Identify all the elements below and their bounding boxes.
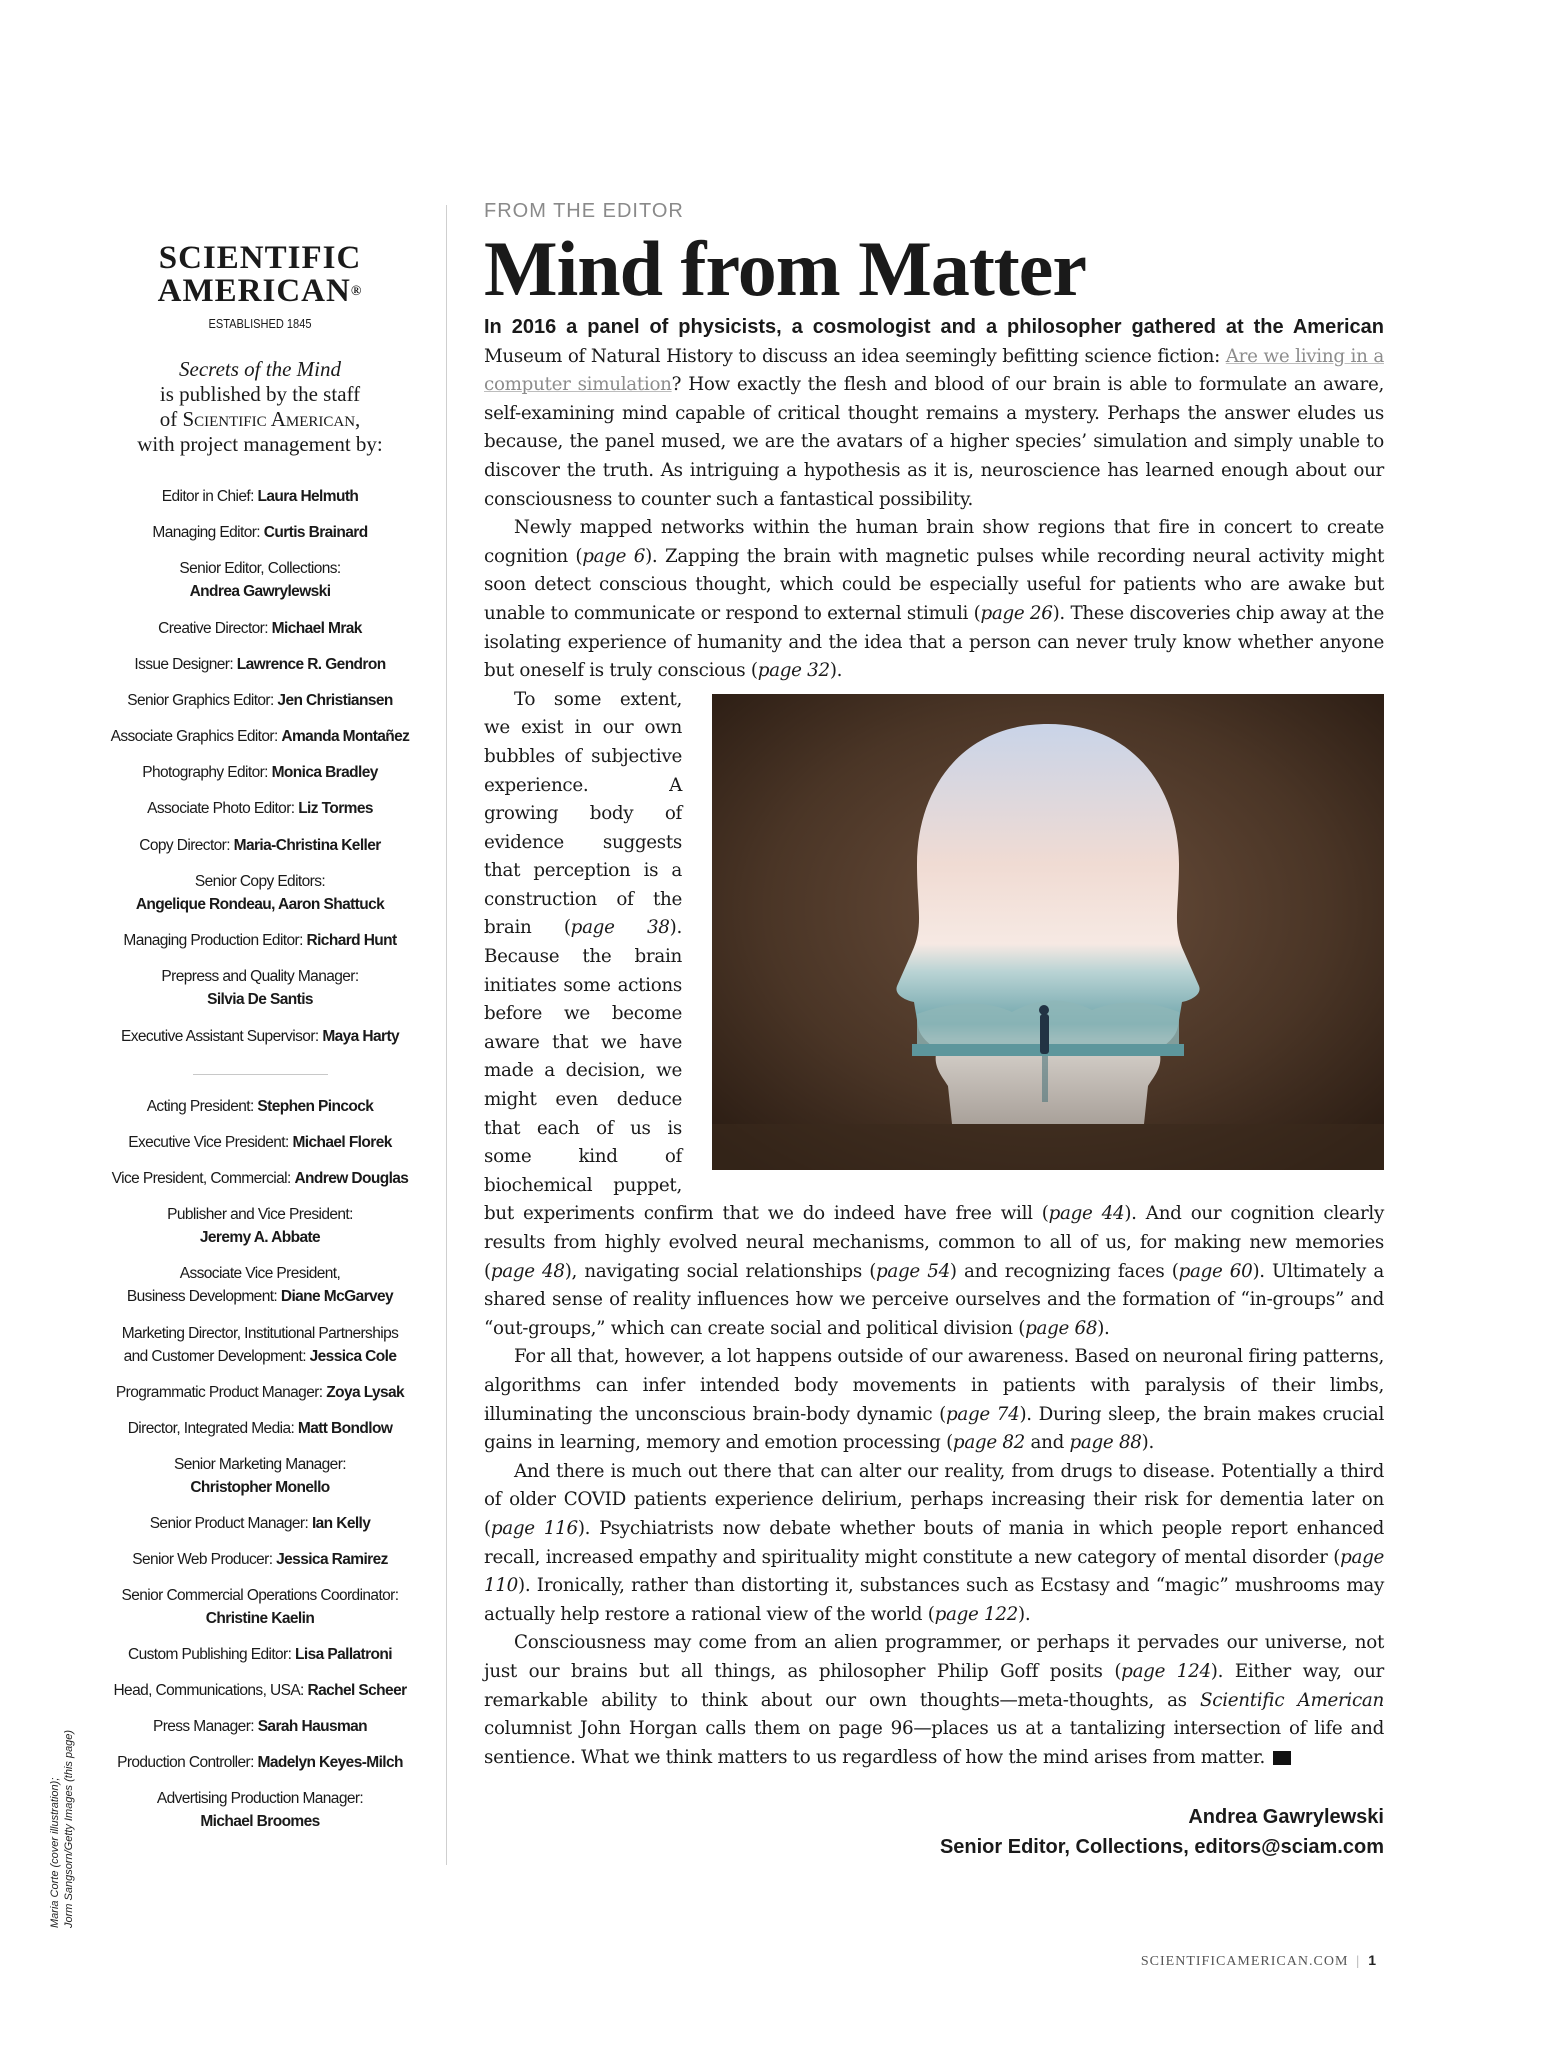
page-ref: page 88 bbox=[1069, 1432, 1142, 1454]
staff-role: Senior Product Manager: bbox=[149, 1515, 309, 1532]
staff-role: Senior Web Producer: bbox=[132, 1551, 273, 1568]
masthead bbox=[110, 242, 410, 1846]
text-run: ). Because the brain initiates some actions before we become aware that we have made a decision, we might even deduce that each of us is some kind of biochemical puppet, but experiments confirm that we do indeed have free will ( bbox=[484, 917, 1049, 1225]
staff-name: Jessica Ramirez bbox=[276, 1551, 388, 1568]
staff-role-line: Associate Vice President, bbox=[179, 1265, 341, 1282]
staff-name: Christopher Monello bbox=[190, 1479, 330, 1496]
staff-role: Senior Commercial Operations Coordinator: bbox=[121, 1587, 399, 1604]
staff-name: Liz Tormes bbox=[298, 800, 373, 817]
text-run: ). bbox=[1018, 1603, 1031, 1625]
staff-name: Madelyn Keyes-Milch bbox=[257, 1754, 403, 1771]
brand-name: Scientific American bbox=[182, 407, 356, 431]
staff-name: Laura Helmuth bbox=[257, 488, 359, 505]
staff-name: Zoya Lysak bbox=[326, 1384, 405, 1401]
footer-site[interactable]: SCIENTIFICAMERICAN.COM bbox=[1140, 1954, 1349, 1969]
illustration-svg bbox=[712, 694, 1384, 1170]
text-run: ). And our cognition clearly results from highly evolved neural mechanisms, common to all of us, for making new memories ( bbox=[484, 1203, 1384, 1282]
staff-entry bbox=[110, 689, 410, 712]
signature-name: Andrea Gawrylewski bbox=[1188, 1806, 1384, 1829]
intro-line-3 bbox=[110, 407, 410, 432]
page-ref: page 110 bbox=[484, 1546, 1384, 1597]
staff-name: Matt Bondlow bbox=[297, 1420, 393, 1437]
staff-role-line: Marketing Director, Institutional Partnerships bbox=[121, 1325, 399, 1342]
established-line: ESTABLISHED 1845 bbox=[208, 316, 312, 331]
staff-entry bbox=[110, 929, 410, 952]
staff-role: Advertising Production Manager: bbox=[156, 1790, 364, 1807]
staff-entry bbox=[110, 617, 410, 640]
credit-line-2: Jorm Sangsorn/Getty Images (this page) bbox=[63, 1729, 75, 1928]
page-ref: page 74 bbox=[946, 1403, 1020, 1425]
text-run: ) and recognizing faces ( bbox=[949, 1260, 1179, 1282]
page-ref: page 48 bbox=[490, 1260, 565, 1282]
staff-entry bbox=[110, 1679, 410, 1702]
staff-role: Press Manager: bbox=[152, 1718, 254, 1735]
text-run: ). Zapping the brain with magnetic pulses while recording neural activity might soon detect conscious thought, which could be especially useful for patients who are awake but unable to communicate or respond to external stimuli ( bbox=[484, 545, 1385, 624]
paragraph-5 bbox=[484, 1458, 1384, 1630]
staff-role: Senior Editor, Collections: bbox=[179, 560, 341, 577]
staff-role: Copy Director: bbox=[139, 837, 230, 854]
logo-line-1: SCIENTIFIC bbox=[158, 240, 362, 276]
staff-role: Issue Designer: bbox=[134, 656, 234, 673]
logo bbox=[110, 242, 410, 308]
page-ref: page 82 bbox=[952, 1432, 1026, 1454]
staff-list bbox=[110, 485, 410, 1833]
simulation-link[interactable]: Are we living in a computer simulation bbox=[484, 345, 1385, 396]
text-run: ). During sleep, the brain makes crucial gains in learning, memory and emotion processing ( bbox=[484, 1403, 1384, 1454]
staff-entry bbox=[110, 1453, 410, 1499]
staff-entry bbox=[110, 1322, 410, 1368]
staff-entry bbox=[110, 1381, 410, 1404]
headline: Mind from Matter bbox=[484, 225, 1087, 312]
text-run: For all that, however, a lot happens outside of our awareness. Based on neuronal firing patterns, algorithms can infer intended body movements in patients with paralysis of their limbs, illuminating the unconscious brain-body dynamic ( bbox=[484, 1346, 1384, 1425]
staff-name: Jeremy A. Abbate bbox=[199, 1229, 321, 1246]
staff-name: Sarah Hausman bbox=[257, 1718, 368, 1735]
staff-role: Acting President: bbox=[146, 1098, 254, 1115]
staff-role: Vice President, Commercial: bbox=[111, 1170, 291, 1187]
head-silhouette-illustration bbox=[712, 694, 1384, 1170]
staff-entry bbox=[110, 1262, 410, 1308]
staff-role: Publisher and Vice President: bbox=[167, 1206, 353, 1223]
text-run: ). These discoveries chip away at the isolating experience of humanity and the idea that a person can never truly know whether anyone but oneself is truly conscious ( bbox=[484, 602, 1385, 682]
staff-entry bbox=[110, 1548, 410, 1571]
logo-line-2: AMERICAN bbox=[157, 273, 351, 309]
staff-name: Andrew Douglas bbox=[294, 1170, 409, 1187]
staff-name: Michael Mrak bbox=[271, 620, 362, 637]
staff-role: Senior Graphics Editor: bbox=[127, 692, 274, 709]
signature-block bbox=[484, 1802, 1384, 1862]
text-run: And there is much out there that can alter our reality, from drugs to disease. Potentially a third of older COVID patients experience delirium, perhaps increasing their risk for dementia later on ( bbox=[484, 1460, 1384, 1539]
staff-name: Maria-Christina Keller bbox=[233, 837, 381, 854]
page-ref: page 6 bbox=[582, 545, 646, 567]
staff-entry bbox=[110, 1095, 410, 1118]
staff-entry bbox=[110, 1417, 410, 1440]
staff-role: Managing Production Editor: bbox=[123, 932, 303, 949]
staff-role: Senior Marketing Manager: bbox=[174, 1456, 346, 1473]
text-run: ). Ironically, rather than distorting it, substances such as Ecstasy and “magic” mushrooms may actually help restore a rational view of the world ( bbox=[484, 1575, 1384, 1625]
page-ref: page 32 bbox=[757, 660, 830, 682]
lede: In 2016 a panel of physicists, a cosmologist and a philosopher gathered at the American bbox=[484, 316, 1384, 338]
staff-entry bbox=[110, 1203, 410, 1249]
staff-name: Monica Bradley bbox=[271, 764, 378, 781]
staff-divider bbox=[193, 1074, 328, 1075]
text-run: ). Either way, our remarkable ability to think about our own thoughts—meta-thoughts, as bbox=[484, 1660, 1384, 1711]
staff-name: Lisa Pallatroni bbox=[295, 1646, 392, 1663]
staff-name: Rachel Scheer bbox=[307, 1682, 407, 1699]
magazine-name: Scientific American bbox=[1200, 1689, 1384, 1711]
text-run: and bbox=[1025, 1432, 1070, 1454]
staff-name: Amanda Montañez bbox=[281, 728, 410, 745]
staff-name: Curtis Brainard bbox=[263, 524, 368, 541]
staff-entry bbox=[110, 870, 410, 916]
staff-role: Director, Integrated Media: bbox=[127, 1420, 295, 1437]
text-run: Newly mapped networks within the human brain show regions that fire in concert to create cognition ( bbox=[484, 517, 1384, 567]
staff-name: Jessica Cole bbox=[309, 1348, 397, 1365]
staff-name: Richard Hunt bbox=[306, 932, 397, 949]
staff-role: and Customer Development: bbox=[123, 1348, 306, 1365]
staff-entry bbox=[110, 965, 410, 1011]
credit-line-1: Maria Corte (cover illustration); bbox=[49, 1777, 61, 1928]
staff-role: Editor in Chief: bbox=[161, 488, 254, 505]
staff-role: Creative Director: bbox=[158, 620, 268, 637]
staff-name: Ian Kelly bbox=[311, 1515, 371, 1532]
staff-entry bbox=[110, 485, 410, 508]
staff-role: Associate Photo Editor: bbox=[147, 800, 295, 817]
staff-entry bbox=[110, 1643, 410, 1666]
page-number: 1 bbox=[1368, 1952, 1377, 1968]
staff-entry bbox=[110, 797, 410, 820]
section-kicker: FROM THE EDITOR bbox=[484, 200, 684, 222]
footer-separator: | bbox=[1356, 1954, 1361, 1969]
staff-entry bbox=[110, 1584, 410, 1630]
signature-title: Senior Editor, Collections, editors@sciam.com bbox=[939, 1836, 1384, 1859]
paragraph-4 bbox=[484, 1343, 1384, 1457]
registered-mark: ® bbox=[350, 284, 363, 299]
column-divider bbox=[446, 205, 447, 1865]
staff-name: Maya Harty bbox=[322, 1028, 400, 1045]
staff-name: Jen Christiansen bbox=[277, 692, 393, 709]
staff-role: Production Controller: bbox=[117, 1754, 254, 1771]
text-run: ). Ultimately a shared sense of reality influences how we perceive ourselves and the formation of “in-groups” and “out-groups,” which can create social and political division ( bbox=[484, 1260, 1384, 1339]
staff-role: Managing Editor: bbox=[152, 524, 261, 541]
intro-prefix: of bbox=[159, 407, 183, 431]
staff-role: Programmatic Product Manager: bbox=[115, 1384, 323, 1401]
staff-entry bbox=[110, 1167, 410, 1190]
staff-entry bbox=[110, 1512, 410, 1535]
staff-entry bbox=[110, 1025, 410, 1048]
staff-name: Stephen Pincock bbox=[257, 1098, 374, 1115]
staff-entry bbox=[110, 557, 410, 603]
photo-credit bbox=[48, 1708, 92, 1928]
publication-title: Secrets of the Mind bbox=[179, 357, 341, 381]
staff-role: Senior Copy Editors: bbox=[194, 873, 326, 890]
staff-role: Associate Graphics Editor: bbox=[110, 728, 278, 745]
staff-entry bbox=[110, 1787, 410, 1833]
staff-name: Lawrence R. Gendron bbox=[236, 656, 386, 673]
text-run: ). bbox=[1141, 1432, 1154, 1454]
staff-group-assistant bbox=[110, 1025, 410, 1048]
staff-role: Executive Vice President: bbox=[128, 1134, 289, 1151]
intro-suffix: , bbox=[355, 407, 361, 431]
text-run: Consciousness may come from an alien programmer, or perhaps it pervades our universe, not just our brains but all things, as philosopher Philip Goff posits ( bbox=[484, 1632, 1384, 1682]
text-run: ). bbox=[829, 660, 843, 682]
staff-entry bbox=[110, 761, 410, 784]
staff-entry bbox=[110, 521, 410, 544]
page-ref: page 60 bbox=[1178, 1260, 1253, 1282]
text-run: ), navigating social relationships ( bbox=[564, 1260, 877, 1282]
staff-role: Prepress and Quality Manager: bbox=[161, 968, 359, 985]
staff-entry bbox=[110, 1715, 410, 1738]
page-ref: page 26 bbox=[980, 602, 1053, 624]
staff-group-executive bbox=[110, 1095, 410, 1308]
end-mark-icon: SA bbox=[1273, 1751, 1291, 1765]
staff-role: Executive Assistant Supervisor: bbox=[120, 1028, 319, 1045]
staff-entry bbox=[110, 653, 410, 676]
masthead-intro bbox=[110, 357, 410, 457]
article-body bbox=[484, 313, 1384, 1772]
text-run: To some extent, we exist in our own bubbles of subjective experience. A growing body of evidence suggests that perception is a construction of the brain ( bbox=[484, 688, 682, 939]
paragraph-1 bbox=[484, 313, 1384, 514]
page-ref: page 116 bbox=[490, 1517, 578, 1539]
staff-name: Andrea Gawrylewski bbox=[189, 583, 331, 600]
page-footer bbox=[1141, 1952, 1377, 1970]
staff-name: Silvia De Santis bbox=[207, 991, 313, 1008]
staff-entry bbox=[110, 834, 410, 857]
staff-entry bbox=[110, 1131, 410, 1154]
staff-name: Diane McGarvey bbox=[280, 1288, 394, 1305]
staff-group-editorial bbox=[110, 485, 410, 603]
page-ref: page 124 bbox=[1121, 1660, 1211, 1682]
staff-group-business bbox=[110, 1322, 410, 1833]
text-run: columnist John Horgan calls them on page 96—places us at a tantalizing intersection of life and sentience. What we think matters to us regardless of how the mind arises from matter. bbox=[484, 1718, 1384, 1768]
text-run: ). bbox=[1097, 1317, 1110, 1339]
staff-name: Christine Kaelin bbox=[205, 1610, 315, 1627]
staff-name: Angelique Rondeau, Aaron Shattuck bbox=[135, 896, 385, 913]
editorial-article bbox=[484, 200, 1384, 1862]
page-ref: page 44 bbox=[1048, 1203, 1125, 1225]
text-run: Museum of Natural History to discuss an idea seemingly befitting science fiction: bbox=[484, 345, 1226, 367]
staff-group-design bbox=[110, 617, 410, 820]
staff-name: Michael Florek bbox=[292, 1134, 392, 1151]
page-ref: page 68 bbox=[1025, 1317, 1098, 1339]
intro-line-4: with project management by: bbox=[137, 432, 383, 456]
paragraph-6 bbox=[484, 1629, 1384, 1772]
staff-group-production bbox=[110, 834, 410, 1011]
staff-role: Photography Editor: bbox=[142, 764, 268, 781]
page-ref: page 38 bbox=[570, 917, 670, 939]
staff-name: Michael Broomes bbox=[200, 1813, 320, 1830]
staff-role: Head, Communications, USA: bbox=[113, 1682, 304, 1699]
page-ref: page 122 bbox=[934, 1603, 1018, 1625]
text-run: ). Psychiatrists now debate whether bouts of mania in which people report enhanced recall, increased empathy and spirituality might constitute a new category of mental disorder ( bbox=[484, 1517, 1384, 1568]
page-ref: page 54 bbox=[876, 1260, 950, 1282]
staff-entry bbox=[110, 1751, 410, 1774]
intro-line-2: is published by the staff bbox=[159, 382, 361, 406]
staff-entry bbox=[110, 725, 410, 748]
staff-role: Custom Publishing Editor: bbox=[127, 1646, 292, 1663]
staff-role: Business Development: bbox=[126, 1288, 278, 1305]
text-run: ? How exactly the flesh and blood of our brain is able to formulate an aware, self-examining mind capable of critical thought remains a mystery. Perhaps the answer eludes us because, the panel mused, we are the avatars of a higher species’ simulation and simply unable to discover the truth. As intriguing a hypothesis as it is, neuroscience has learned enough about our consciousness to counter such a fantastical possibility. bbox=[484, 374, 1384, 510]
paragraph-2 bbox=[484, 514, 1384, 686]
